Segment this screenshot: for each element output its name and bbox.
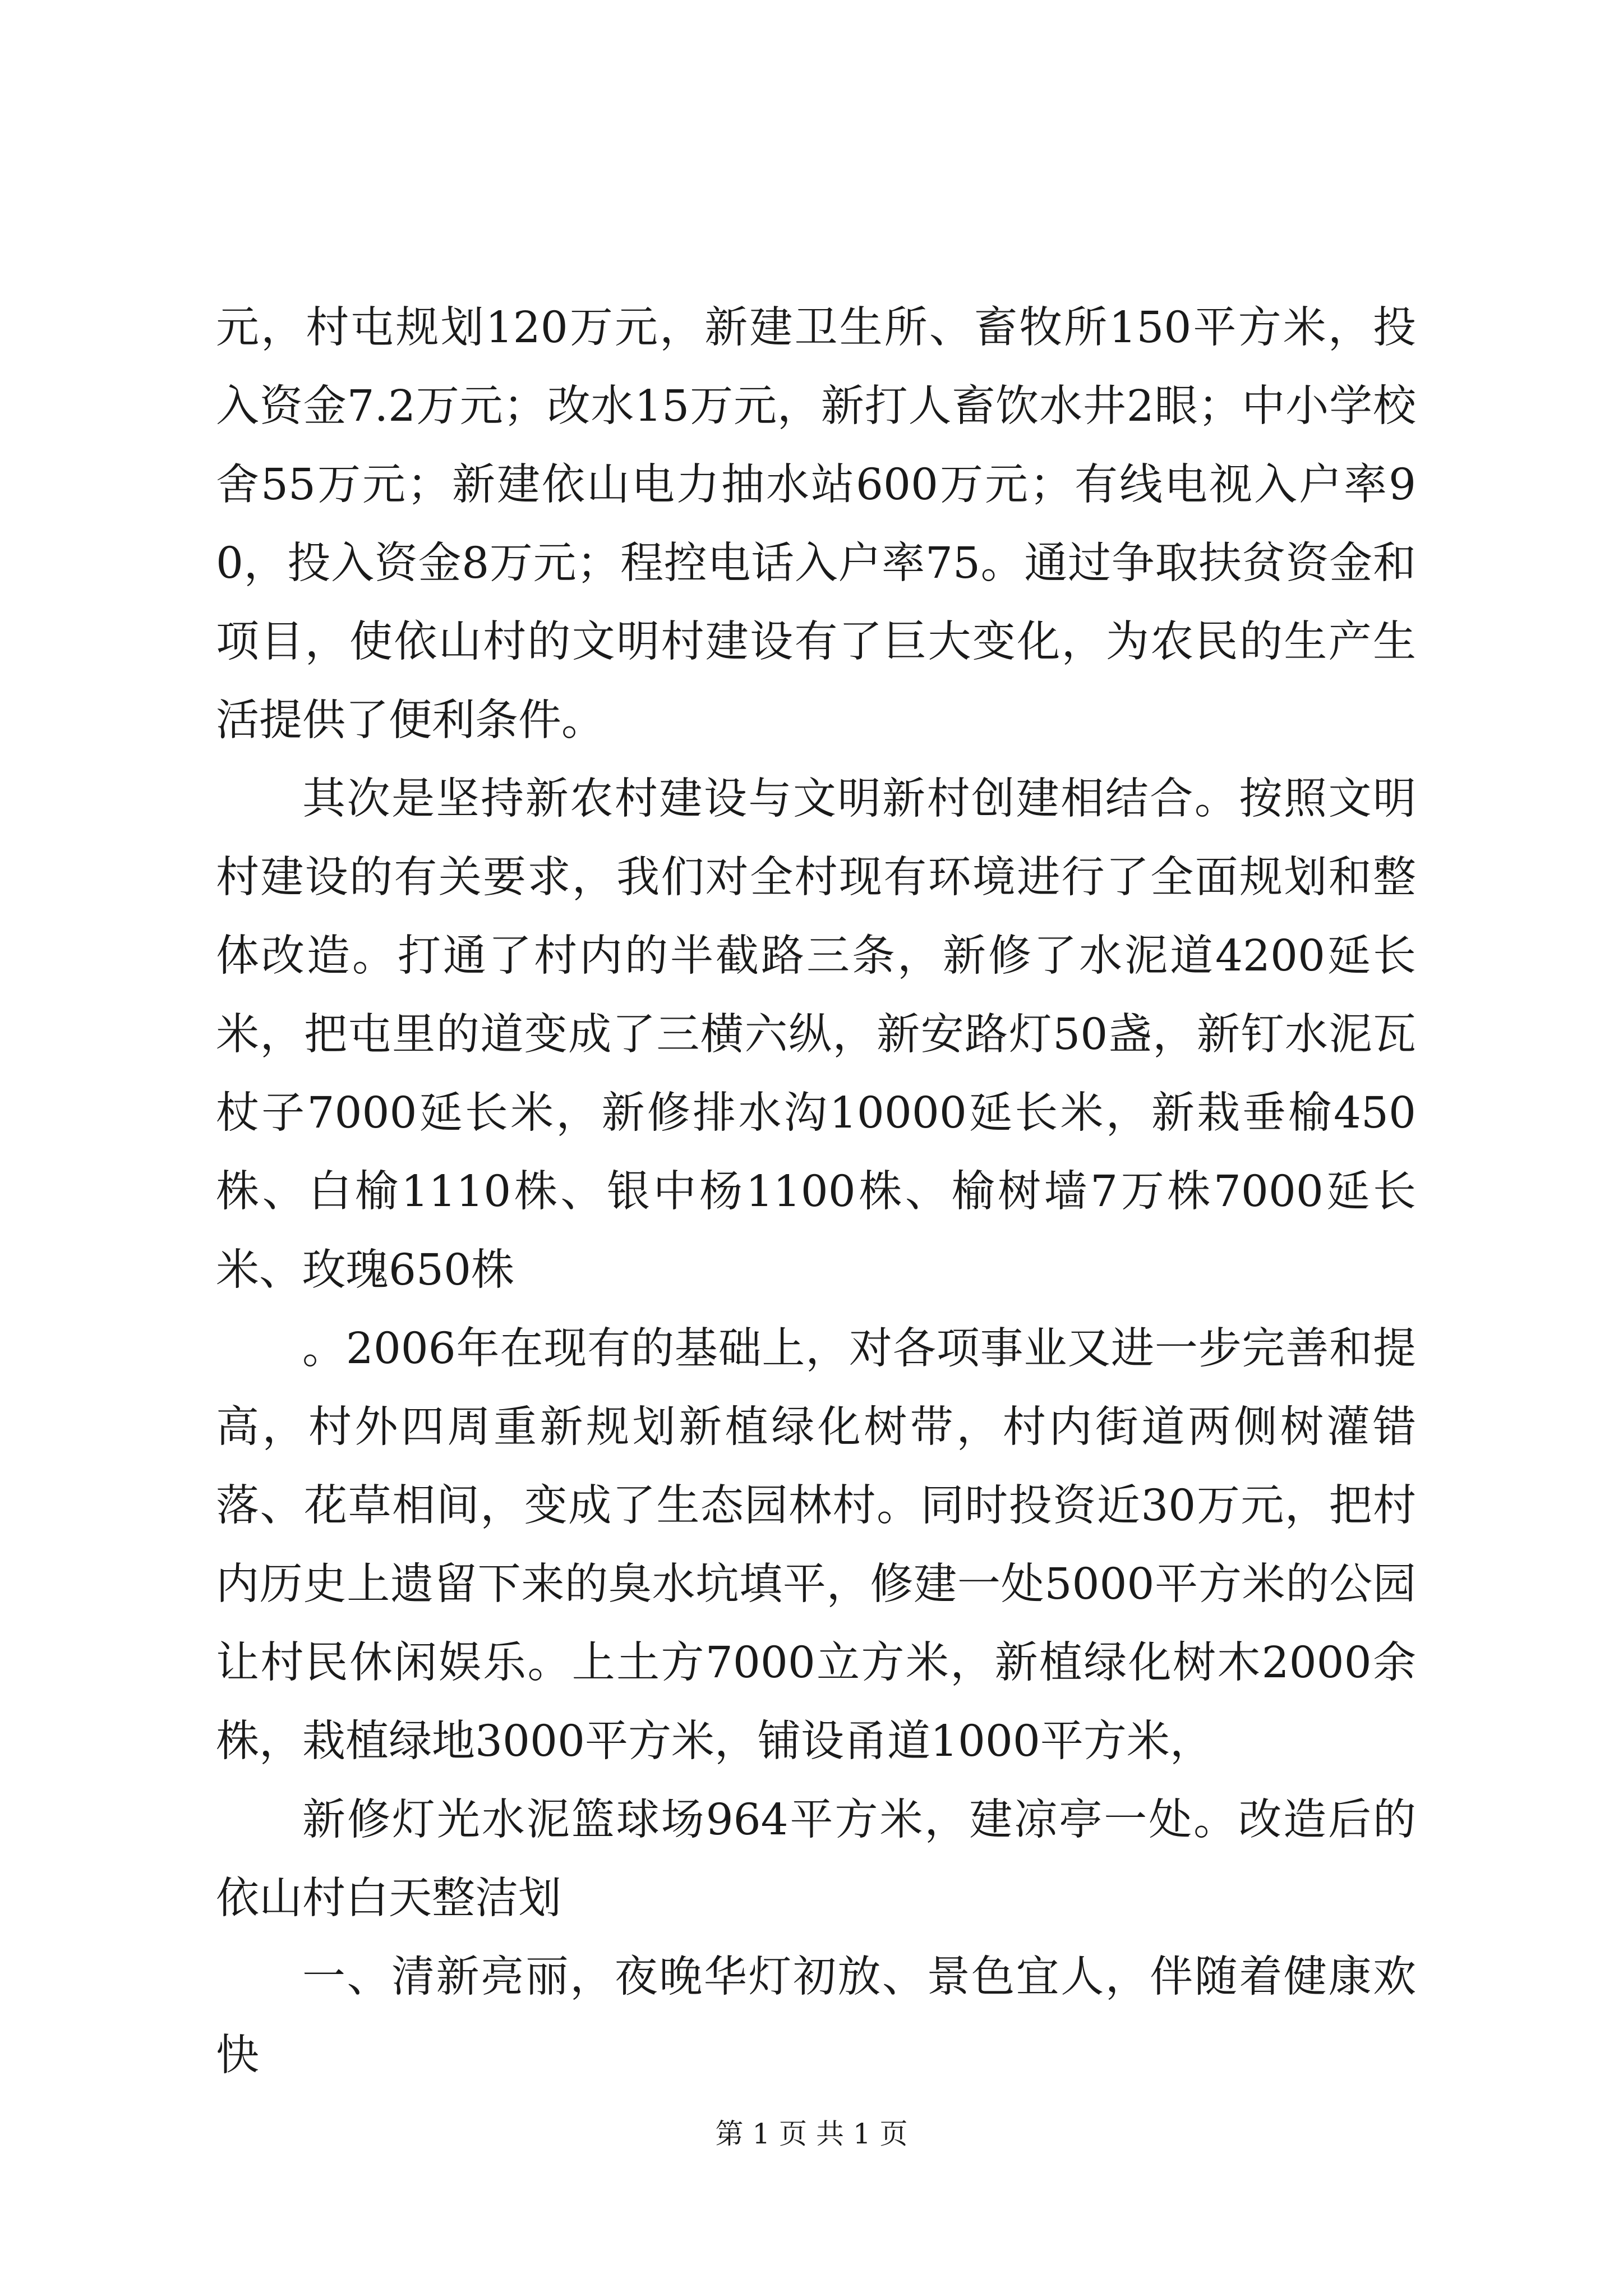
body-text (216, 289, 1416, 2095)
paragraph-2: 其次是坚持新农村建设与文明新村创建相结合。按照文明村建设的有关要求，我们对全村现有环境进行了全面规划和整体改造。打通了村内的半截路三条，新修了水泥道4200延长米，把屯里的道变成了三横六纵，新安路灯50盏，新钉水泥瓦杖子7000延长米，新修排水沟10000延长米，新栽垂榆450株、白榆1110株、银中杨1100株、榆树墙7万株7000延长米、玫瑰650株 (216, 774, 1416, 1295)
paragraph-5: 一、清新亮丽，夜晚华灯初放、景色宜人，伴随着健康欢快 (216, 1952, 1416, 2081)
page-footer: 第 1 页 共 1 页 (715, 2118, 908, 2150)
paragraph-3: 。2006年在现有的基础上，对各项事业又进一步完善和提高，村外四周重新规划新植绿化树带，村内街道两侧树灌错落、花草相间，变成了生态园林村。同时投资近30万元，把村内历史上遗留下来的臭水坑填平，修建一处5000平方米的公园让村民休闲娱乐。上土方7000立方米，新植绿化树木2000余株，栽植绿地3000平方米，铺设甬道1000平方米， (216, 1324, 1416, 1766)
paragraph-1: 元，村屯规划120万元，新建卫生所、畜牧所150平方米，投入资金7.2万元；改水15万元，新打人畜饮水井2眼；中小学校舍55万元；新建依山电力抽水站600万元；有线电视入户率90，投入资金8万元；程控电话入户率75。通过争取扶贫资金和项目，使依山村的文明村建设有了巨大变化，为农民的生产生活提供了便利条件。 (216, 303, 1416, 746)
paragraph-4: 新修灯光水泥篮球场964平方米，建凉亭一处。改造后的依山村白天整洁划 (216, 1795, 1416, 1924)
